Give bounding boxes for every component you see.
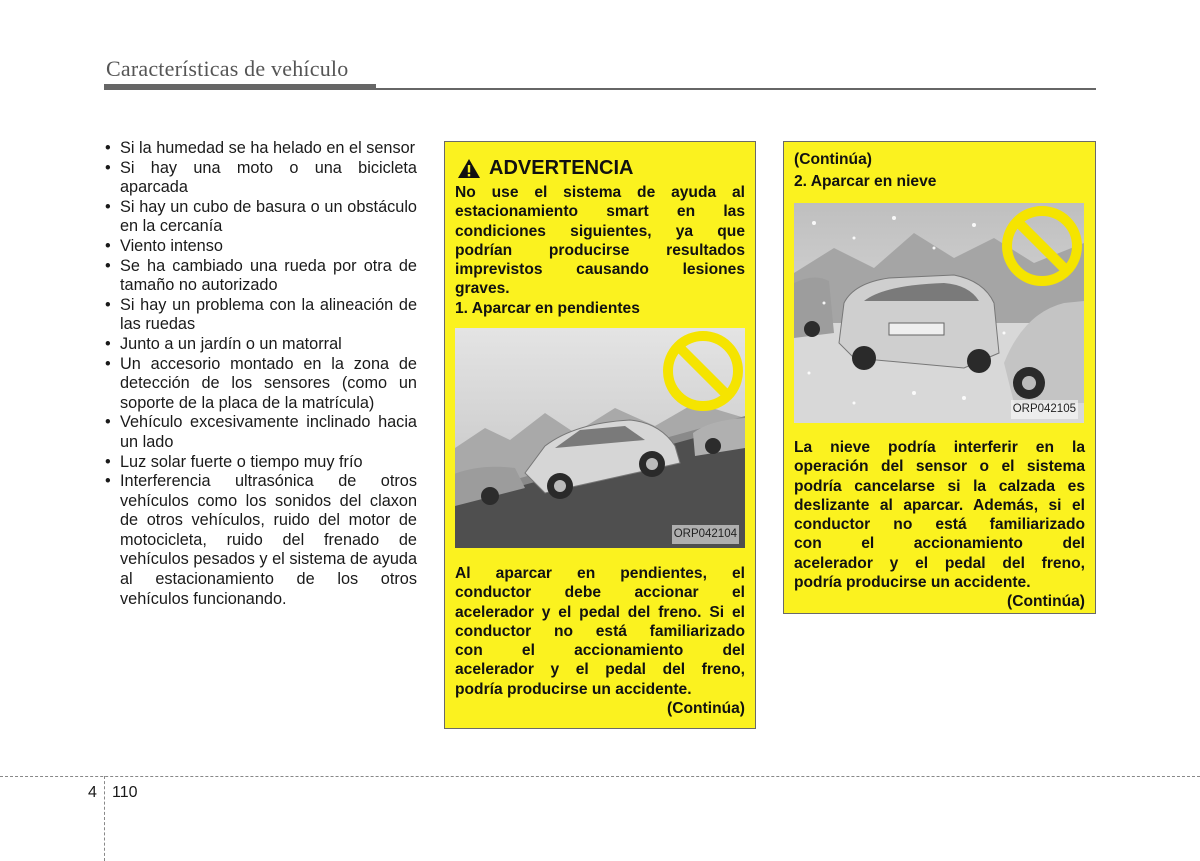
chapter-number: 4: [88, 784, 97, 801]
text-line: imprevistos causando lesiones: [455, 261, 745, 279]
text-line: condiciones siguientes, ya que: [455, 222, 745, 240]
text-line: conductor no está familiarizado: [794, 516, 1085, 534]
conditions-list: [104, 139, 417, 609]
list-item: • Se ha cambiado una rueda por otra de tamaño no autorizado: [104, 257, 417, 296]
text-line: estacionamiento smart en las: [455, 203, 745, 221]
text-line: acelerador y el pedal del freno,: [455, 661, 745, 679]
text-line: acelerador y el pedal del freno. Si el: [455, 603, 745, 621]
continued-label: (Continúa): [794, 151, 872, 168]
snow-parking-illustration: [794, 203, 1084, 423]
warning-title: [457, 156, 633, 180]
warning-triangle-icon: [457, 158, 481, 179]
text-line: No use el sistema de ayuda al: [455, 184, 745, 201]
subheading-slope: 1. Aparcar en pendientes: [455, 300, 640, 317]
slope-parking-illustration: [455, 328, 745, 548]
list-item: • Interferencia ultrasónica de otros vehículos como los sonidos del claxon de otros vehículos, ruido del motor de motocicleta, ruido del frenado de vehículos pesados y el sistema de ayuda al estacionamiento de los otros vehículos funcionando.: [104, 472, 417, 609]
footer-divider: [0, 776, 1200, 777]
warning-box-snow: [783, 141, 1096, 614]
list-item: • Viento intenso: [104, 237, 417, 257]
figure-code: ORP042105: [1011, 400, 1078, 419]
text-line: conductor debe accionar el: [455, 584, 745, 602]
list-item: • Luz solar fuerte o tiempo muy frío: [104, 453, 417, 473]
header-rule-thick: [104, 84, 376, 90]
text-line: podría producirse un accidente.: [794, 574, 1031, 592]
warning-body-slope: [455, 564, 745, 718]
footer-vertical-divider: [104, 776, 105, 861]
text-line: acelerador y el pedal del freno,: [794, 554, 1085, 572]
text-line: Al aparcar en pendientes, el: [455, 565, 745, 582]
list-item: • Si la humedad se ha helado en el sensor: [104, 139, 417, 159]
text-line: podría cancelarse si la calzada es: [794, 477, 1085, 495]
text-line: graves.: [455, 280, 510, 298]
header-rule-thin: [376, 88, 1096, 90]
list-item: • Si hay una moto o una bicicleta aparcada: [104, 159, 417, 198]
text-line: podrían producirse resultados: [455, 241, 745, 259]
text-line: deslizante al aparcar. Además, si el: [794, 496, 1085, 514]
page-number: 110: [112, 784, 138, 801]
page-header-title: Características de vehículo: [106, 56, 349, 81]
text-line: operación del sensor o el sistema: [794, 458, 1085, 476]
text-line: podría producirse un accidente.: [455, 680, 692, 698]
list-item: • Un accesorio montado en la zona de detección de los sensores (como un soporte de la placa de la matrícula): [104, 355, 417, 414]
warning-box-slope: [444, 141, 756, 729]
figure-snow-parking: [794, 203, 1084, 423]
continua-label: (Continúa): [1007, 593, 1085, 611]
text-line: conductor no está familiarizado: [455, 622, 745, 640]
subheading-snow: 2. Aparcar en nieve: [794, 173, 937, 190]
figure-code: ORP042104: [672, 525, 739, 544]
warning-body-snow: [794, 438, 1085, 612]
warning-intro: [455, 183, 745, 299]
text-line: con el accionamiento del: [794, 535, 1085, 553]
text-line: con el accionamiento del: [455, 642, 745, 660]
list-item: • Junto a un jardín o un matorral: [104, 335, 417, 355]
text-line: La nieve podría interferir en la: [794, 439, 1085, 456]
list-item: • Si hay un cubo de basura o un obstáculo en la cercanía: [104, 198, 417, 237]
continua-label: (Continúa): [667, 700, 745, 718]
figure-slope-parking: [455, 328, 745, 548]
warning-title-text: ADVERTENCIA: [489, 157, 634, 179]
list-item: • Vehículo excesivamente inclinado hacia un lado: [104, 413, 417, 452]
list-item: • Si hay un problema con la alineación de las ruedas: [104, 296, 417, 335]
